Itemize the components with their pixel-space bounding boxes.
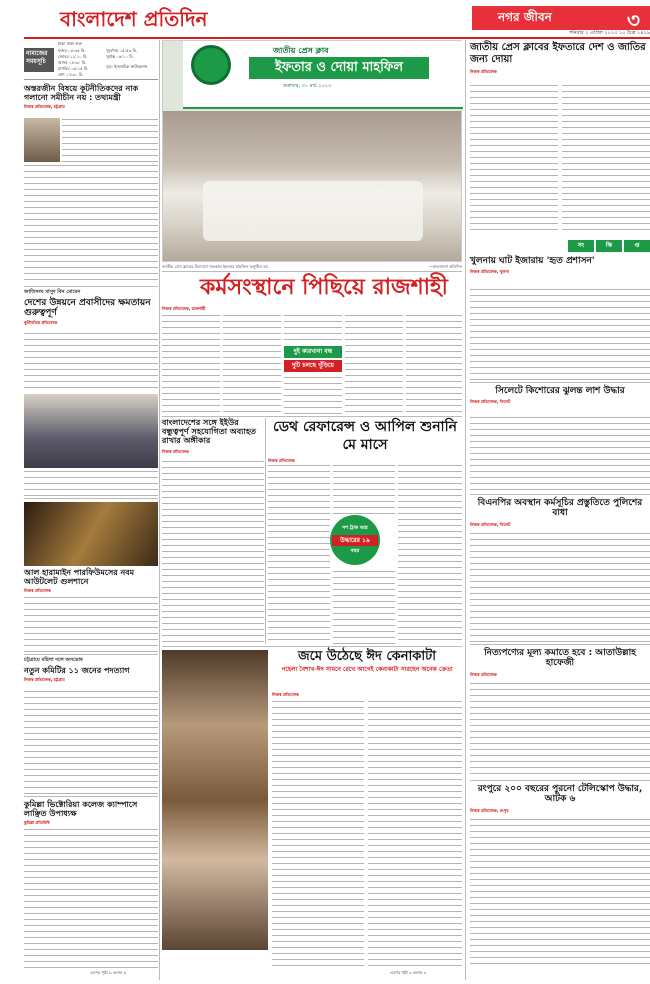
lead-headline: কর্মসংস্থানে পিছিয়ে রাজশাহী <box>200 275 448 300</box>
headline: রংপুরে ২০০ বছরের পুরনো টেলিস্কোপ উদ্ধার, আটক ৬ <box>477 784 643 805</box>
story-information-minister <box>24 84 158 111</box>
press-club-logo-icon <box>191 45 231 85</box>
brief-char: ক্ষি <box>596 240 622 252</box>
date-line: শনিবার ১ এপ্রিল ২০২৩ ১০ চৈত্র ১৪২৯ <box>569 30 650 36</box>
body-text <box>470 682 650 778</box>
headline: নিত্যপণ্যের মূল্য কমাতে হবে : আতাউল্লাহ হাফেজী <box>484 648 636 669</box>
body-text <box>406 314 462 414</box>
body-text <box>62 118 158 162</box>
byline: নিজস্ব প্রতিবেদক, সিলেট <box>470 521 511 527</box>
headline-small: চট্টগ্রামে মহিলা দলে অসন্তোষ <box>24 657 83 663</box>
prayer-times-box <box>24 40 158 80</box>
jump-line: এরপর পৃষ্ঠা ৯ কলাম ৬ <box>90 970 127 975</box>
body-text <box>268 464 330 644</box>
story-perfume <box>24 568 158 595</box>
headline: অস্তরজীন বিষয়ে কূটনীতিকদের নাক গলানো সমীচীন নয় : তথ্যমন্ত্রী <box>24 84 139 103</box>
story-eu <box>162 418 264 456</box>
story-hafezi <box>470 648 650 679</box>
body-text <box>470 532 650 642</box>
prayer-row: ফজর ০৪:৩৫ মি. <box>58 48 86 53</box>
brief-char: সং <box>568 240 594 252</box>
body-text <box>24 828 158 968</box>
body-text <box>24 164 158 284</box>
badge-line: বছর <box>350 548 360 554</box>
byline: নিজস্ব প্রতিবেদক, রংপুর <box>470 807 509 813</box>
headline: দেশের উন্নয়নে প্রবাসীদের ক্ষমতায়ন গুরুত্বপূর্ণ <box>24 297 151 319</box>
page-number: ৩ <box>626 8 640 32</box>
body-text <box>398 464 462 644</box>
body-text <box>284 376 342 414</box>
brief-label <box>568 240 650 252</box>
body-text <box>223 314 281 414</box>
byline: নিজস্ব প্রতিবেদক <box>24 588 51 594</box>
section-tab <box>472 6 650 30</box>
masthead <box>0 0 650 38</box>
headline: জাতীয় প্রেস ক্লাবের ইফতারে দেশ ও জাতির জন্য দোয়া <box>470 42 646 65</box>
prayer-row: জোহর ১২:১০ মি. <box>58 54 88 59</box>
banner-backdrop <box>183 41 463 109</box>
arms-badge <box>330 515 380 565</box>
prayer-row: আসর ০৪:৩০ মি. <box>58 60 87 65</box>
byline: নিজস্ব প্রতিবেদক, সিলেট <box>470 399 511 405</box>
body-text <box>24 596 158 652</box>
event-photo <box>24 394 158 468</box>
byline: নিজস্ব প্রতিবেদক, খুলনা <box>470 269 509 275</box>
story-sylhet-body <box>470 386 650 406</box>
logo-text: বাংলাদেশ প্রতিদিন <box>60 7 208 31</box>
story-press-club-iftar <box>470 42 650 76</box>
headline: খুলনায় ঘাট ইজারায় 'হৃত প্রশাসন' <box>470 256 595 266</box>
story-eid-shopping <box>272 650 462 674</box>
body-text <box>470 818 650 968</box>
headline: আল হারামাইন পারফিউমসের নবম আউটলেট গুলশানে <box>24 568 135 587</box>
prayer-right: সূত্র: ইসলামিক ফাউন্ডেশন <box>106 64 148 69</box>
body-text <box>162 314 220 414</box>
subhead: পহেলা বৈশাখ-ঈদ সামনে রেখে আগেই কেনাকাটা সারছেন অনেক ক্রেতা <box>281 665 453 673</box>
body-text <box>333 464 395 514</box>
badge-line: উদ্ধারের ১৯ <box>332 535 378 546</box>
headline: জমে উঠেছে ঈদ কেনাকাটা <box>298 649 436 664</box>
story-victoria-college <box>24 800 158 827</box>
body-text <box>24 470 158 496</box>
photo-caption: জাতীয় প্রেস ক্লাবের উদ্যোগে গতকাল ইফতার মাহফিল অনুষ্ঠিত হয় <box>162 264 268 269</box>
table-cloth <box>203 181 423 241</box>
byline: নিজস্ব প্রতিবেদক, চট্টগ্রাম <box>24 676 65 682</box>
story-bnp-police <box>470 498 650 529</box>
prayer-right: সূর্যোদয় ০৫:৫৩ মি. <box>106 48 138 53</box>
body-text <box>272 700 364 968</box>
byline: নিজস্ব প্রতিবেদক <box>268 458 295 463</box>
headline: কুমিল্লা ভিক্টোরিয়া কলেজ ক্যাম্পাসে লাঞ্ছিত উপাধ্যক্ষ <box>24 800 138 819</box>
body-text <box>24 332 158 392</box>
badge-line: দশ ট্রাক অস্ত্র <box>342 525 368 531</box>
byline: নিজস্ব প্রতিবেদক <box>470 69 497 74</box>
lead-byline: নিজস্ব প্রতিবেদক, রাজশাহী <box>162 306 206 311</box>
body-text <box>470 84 558 234</box>
headline-small: জাতিসংঘ মাসুদ বিন মোমেন <box>24 289 81 295</box>
body-text <box>368 700 462 968</box>
headline: সিলেটে কিশোরের ঝুলন্ত লাশ উদ্ধার <box>495 386 625 396</box>
perfume-outlet-photo <box>24 502 158 566</box>
byline: নিজস্ব প্রতিবেদক <box>470 671 497 677</box>
story-death-reference <box>268 418 462 454</box>
body-text <box>284 314 342 342</box>
jump-line: এরপর পৃষ্ঠা ৯ কলাম ৩ <box>390 970 427 975</box>
byline: নিজস্ব প্রতিবেদক <box>272 692 299 697</box>
story-expatriates <box>24 290 158 327</box>
headline: ডেথ রেফারেন্স ও আপিল শুনানি মে মাসে <box>273 419 457 453</box>
byline: নিজস্ব প্রতিবেদক <box>162 448 189 454</box>
photo-credit: —বাংলাদেশ প্রতিদিন <box>428 264 462 269</box>
banner-club: জাতীয় প্রেস ক্লাব <box>273 46 329 55</box>
story-khulna-ghat <box>470 256 650 276</box>
iftar-photo <box>162 40 462 262</box>
prayer-row: মাগরিব ০৬:১৫ মি. <box>58 66 89 71</box>
byline: কুমিল্লা প্রতিনিধি <box>24 820 50 826</box>
story-mohila-dal <box>24 658 158 684</box>
prayer-subtitle: ঢাকা ঢাকা শুরু <box>58 41 82 46</box>
brief-char: প্ত <box>624 240 650 252</box>
body-text <box>470 416 650 492</box>
byline: কূটনৈতিক প্রতিবেদক <box>24 320 58 326</box>
headline: বাংলাদেশের সঙ্গে ইইউর বন্ধুত্বপূর্ণ সহযোগিতা অব্যাহত রাখার অঙ্গীকার <box>162 418 257 446</box>
banner-title: ইফতার ও দোয়া মাহফিল <box>249 57 429 79</box>
headline: নতুন কমিটির ১১ জনের পদত্যাগ <box>24 665 130 675</box>
lead-box-1: দুই কারখানা বন্ধ <box>284 346 342 358</box>
headline: বিএনপির অবস্থান কর্মসূচির প্রস্তুতিতে পুলিশের বাধা <box>477 498 643 519</box>
byline: নিজস্ব প্রতিবেদক, চট্টগ্রাম <box>24 104 65 110</box>
minister-photo <box>24 118 60 162</box>
shopping-photo <box>162 650 268 950</box>
story-rangpur-telescope <box>470 784 650 815</box>
prayer-title: নামাজের সময়সূচি <box>24 48 54 72</box>
body-text <box>24 690 158 794</box>
body-text <box>162 460 264 644</box>
lead-box-2: দুটি চলছে খুঁড়িয়ে <box>284 360 342 372</box>
prayer-right: সূর্যাস্ত ০৬:১০ মি. <box>106 54 134 59</box>
body-text <box>345 314 403 414</box>
body-text <box>333 570 395 644</box>
body-text <box>470 288 650 380</box>
section-name: নগর জীবন <box>498 10 552 24</box>
body-text <box>562 84 650 234</box>
prayer-row: এশা ০৭:৩০ মি. <box>58 72 84 77</box>
banner-date: শুক্রবার, ৩১ মার্চ ২০২৩ <box>283 83 332 89</box>
logo <box>60 4 280 34</box>
